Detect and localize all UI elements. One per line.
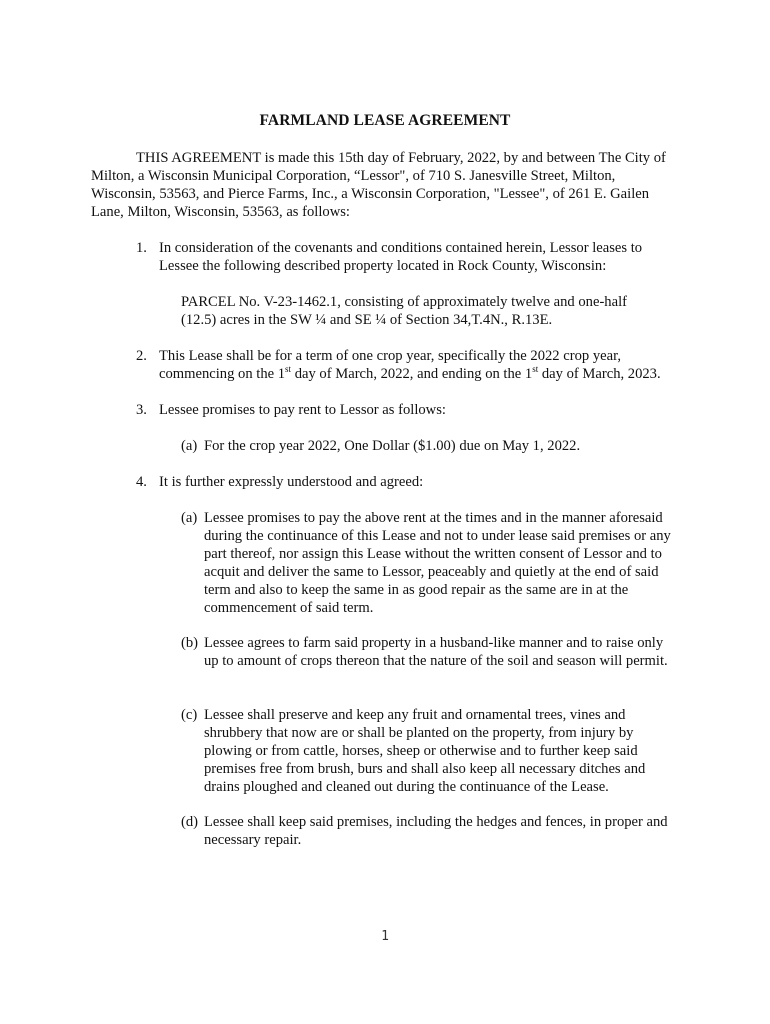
subclause-label: (a) <box>181 438 198 454</box>
subclause-label: (d) <box>181 814 199 830</box>
agreed-subclause-b <box>181 634 681 670</box>
parcel-description: PARCEL No. V-23-1462.1, consisting of approximately twelve and one-half (12.5) acres in the SW ¼ and SE ¼ of Section 34,T.4N., R.13E. <box>181 294 627 328</box>
clause-number: 4. <box>136 474 147 490</box>
subclause-text: Lessee shall keep said premises, including the hedges and fences, in proper and necessary repair. <box>204 814 668 848</box>
subclause-text: Lessee shall preserve and keep any fruit and ornamental trees, vines and shrubbery that now are or shall be planted on the property, from injury by plowing or from cattle, horses, sheep or otherwise and to further keep said premises free from brush, burs and shall also keep all necessary ditches and drains ploughed and cleaned out during the continuance of the Lease. <box>204 707 646 795</box>
subclause-text: Lessee promises to pay the above rent at the times and in the manner aforesaid during the continuance of this Lease and not to under lease said premises or any part thereof, nor assign this Lease without the written consent of Lessor and to acquit and deliver the same to Lessor, peaceably and quietly at the end of said term and also to keep the same in as good repair as the same are in at the commencement of said term. <box>204 510 671 616</box>
rent-subclause-a <box>181 437 681 455</box>
subclause-text: Lessee agrees to farm said property in a husband-like manner and to raise only up to amount of crops thereon that the nature of the soil and season will permit. <box>204 635 668 669</box>
clause-text: This Lease shall be for a term of one crop year, specifically the 2022 crop year, commencing on the 1st day of March, 2022, and ending on the 1st day of March, 2023. <box>159 348 661 382</box>
clause-number: 1. <box>136 240 147 256</box>
clause-1 <box>136 239 681 275</box>
clause-4 <box>136 473 681 491</box>
subclause-label: (a) <box>181 510 198 526</box>
clause-text: Lessee promises to pay rent to Lessor as follows: <box>159 402 446 418</box>
clause-2 <box>136 347 681 383</box>
clause-text: It is further expressly understood and agreed: <box>159 474 424 490</box>
document-title: FARMLAND LEASE AGREEMENT <box>259 112 511 129</box>
clause-number: 3. <box>136 402 147 418</box>
clause-number: 2. <box>136 348 147 364</box>
subclause-text: For the crop year 2022, One Dollar ($1.00) due on May 1, 2022. <box>204 438 581 454</box>
subclause-label: (b) <box>181 635 199 651</box>
clause-3 <box>136 401 681 419</box>
intro-paragraph: THIS AGREEMENT is made this 15th day of February, 2022, by and between The City of Milton, a Wisconsin Municipal Corporation, “Lessor", of 710 S. Janesville Street, Milton, Wisconsin, 53563, and Pierce Farms, Inc., a Wisconsin Corporation, "Lessee", of 261 E. Gailen Lane, Milton, Wisconsin, 53563, as follows: <box>91 150 666 220</box>
page-number: 1 <box>381 929 389 944</box>
clause-text: In consideration of the covenants and conditions contained herein, Lessor leases to Lessee the following described property located in Rock County, Wisconsin: <box>159 240 643 274</box>
subclause-label: (c) <box>181 707 198 723</box>
agreed-subclause-a <box>181 509 681 617</box>
agreed-subclause-c <box>181 706 681 796</box>
agreed-subclause-d <box>181 813 681 849</box>
